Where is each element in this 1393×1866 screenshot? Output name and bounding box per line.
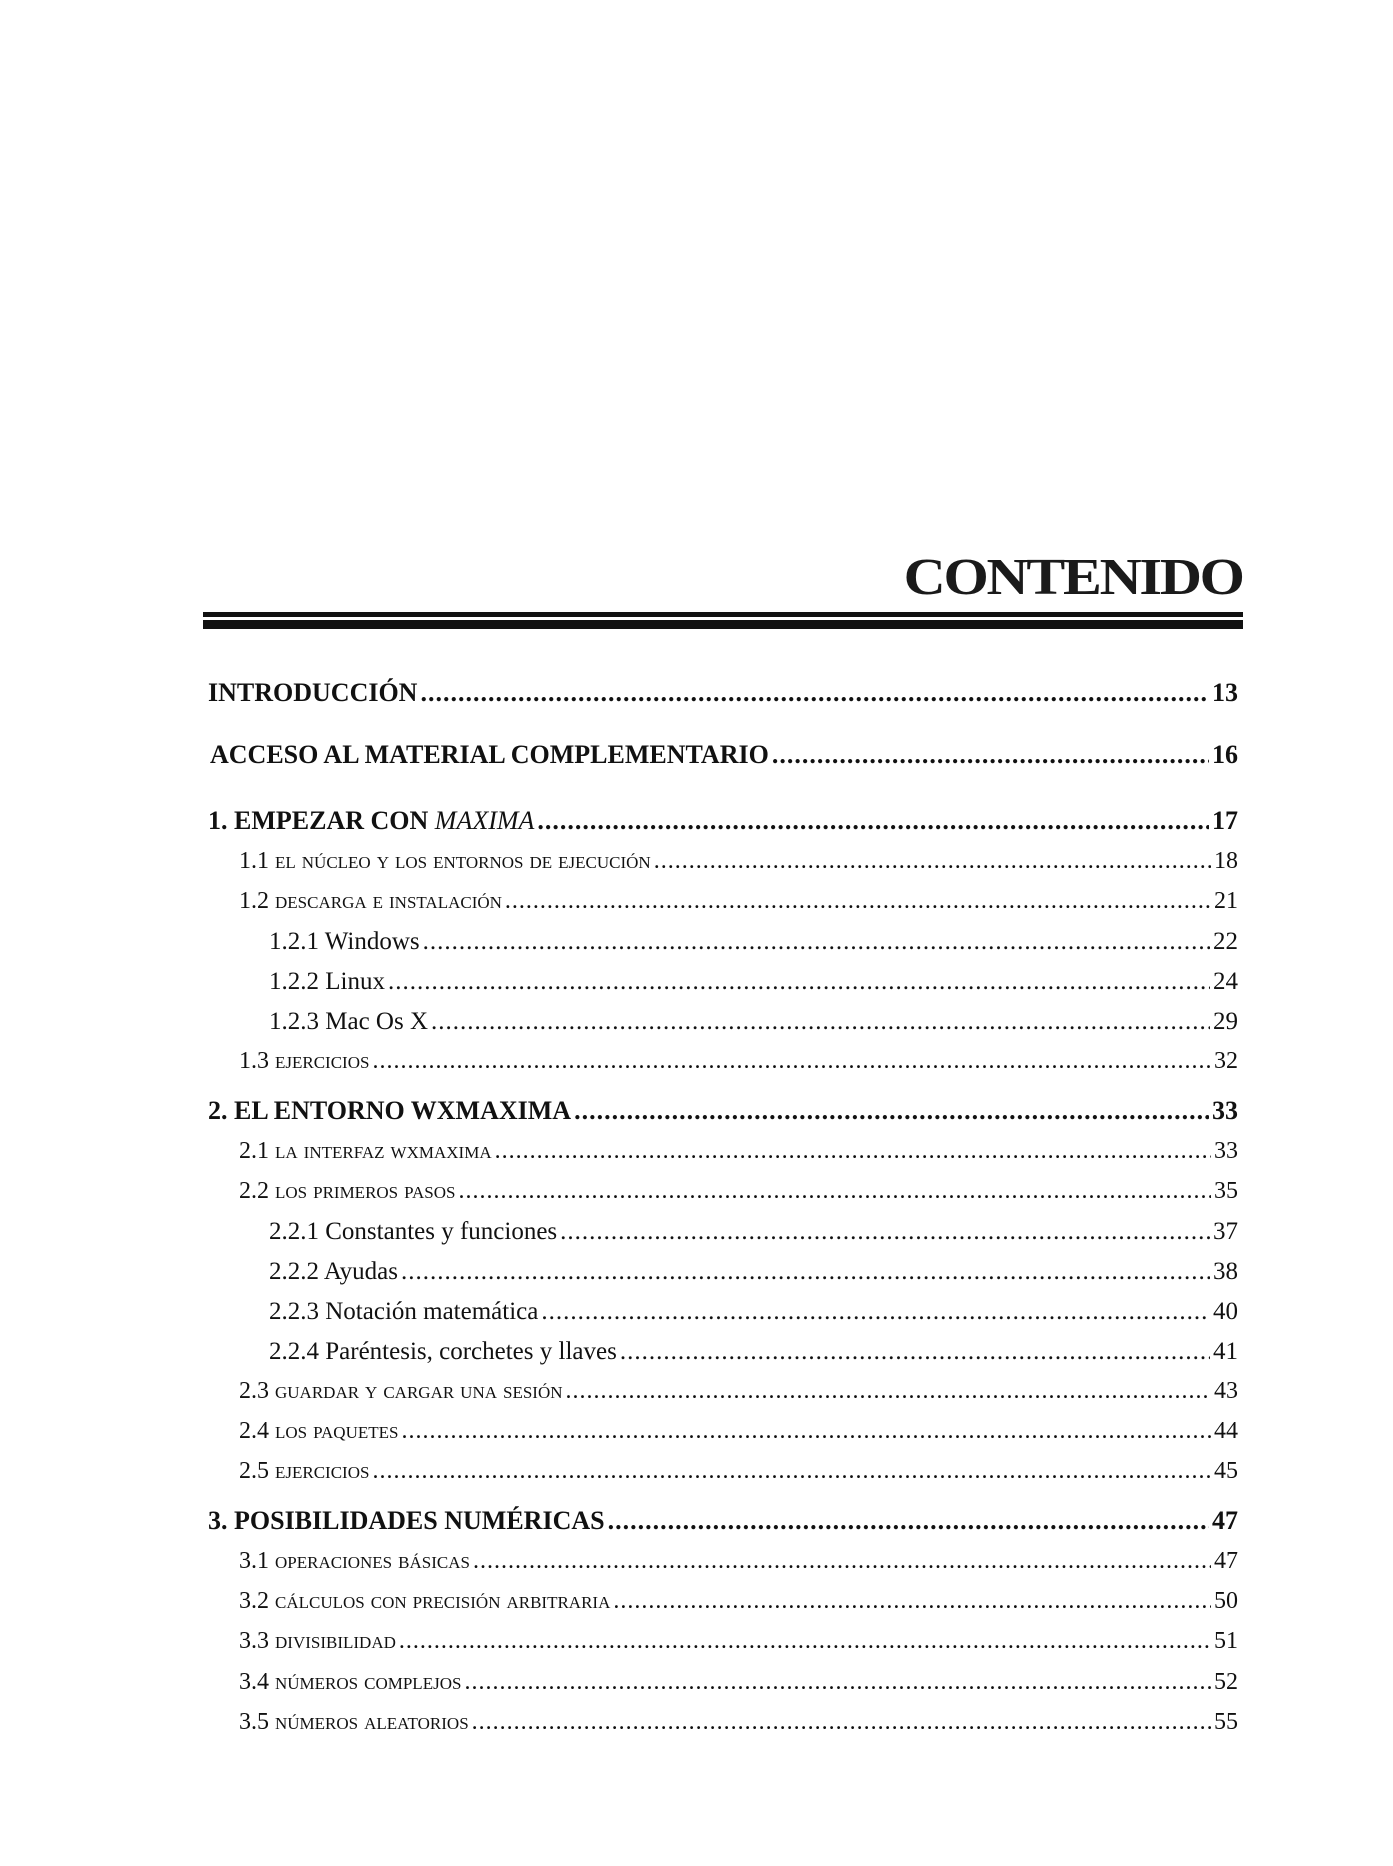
toc-entry-page: 47 bbox=[1214, 1548, 1238, 1574]
toc-entry-section-3-2[interactable] bbox=[239, 1589, 1238, 1613]
toc-entry-page: 50 bbox=[1214, 1588, 1238, 1614]
page-title: CONTENIDO bbox=[903, 549, 1243, 606]
dot-leader bbox=[473, 1549, 1211, 1573]
toc-entry-page: 38 bbox=[1213, 1258, 1238, 1285]
dot-leader bbox=[608, 1508, 1209, 1534]
section-title: los primeros pasos bbox=[275, 1178, 456, 1204]
toc-entry-label: 3. POSIBILIDADES NUMÉRICAS bbox=[208, 1506, 605, 1535]
section-title: guardar y cargar una sesión bbox=[275, 1378, 563, 1404]
dot-leader bbox=[431, 1009, 1210, 1034]
toc-entry-page: 17 bbox=[1212, 806, 1238, 835]
dot-leader bbox=[613, 1589, 1211, 1613]
dot-leader bbox=[372, 1459, 1211, 1483]
title-rule-thin bbox=[203, 612, 1243, 617]
toc-entry-page: 13 bbox=[1212, 678, 1238, 707]
toc-entry-label bbox=[239, 1049, 369, 1073]
toc-entry-label: INTRODUCCIÓN bbox=[208, 678, 418, 707]
chapter-number-title: 1. EMPEZAR CON bbox=[208, 806, 435, 835]
toc-entry-label bbox=[239, 1710, 469, 1734]
toc-entry-section-3-3[interactable] bbox=[239, 1629, 1238, 1653]
section-number: 3.2 bbox=[239, 1588, 275, 1614]
dot-leader bbox=[566, 1379, 1211, 1403]
toc-entry-page: 37 bbox=[1213, 1218, 1238, 1245]
toc-entry-label bbox=[239, 1589, 610, 1613]
toc-entry-page: 44 bbox=[1214, 1418, 1238, 1444]
section-number: 2.3 bbox=[239, 1378, 275, 1404]
dot-leader bbox=[472, 1710, 1211, 1734]
toc-entry-subsection-2-2-4[interactable] bbox=[269, 1339, 1238, 1364]
toc-entry-page: 21 bbox=[1214, 888, 1238, 914]
dot-leader bbox=[654, 849, 1211, 873]
dot-leader bbox=[401, 1419, 1211, 1443]
toc-entry-label bbox=[208, 808, 534, 834]
toc-entry-label bbox=[239, 1549, 470, 1573]
toc-entry-subsection-2-2-2[interactable] bbox=[269, 1259, 1238, 1284]
toc-entry-chapter-1[interactable] bbox=[208, 808, 1238, 834]
toc-entry-label bbox=[239, 1379, 563, 1403]
section-title: números aleatorios bbox=[275, 1709, 469, 1735]
section-number: 3.1 bbox=[239, 1548, 275, 1574]
toc-entry-section-2-4[interactable] bbox=[239, 1419, 1238, 1443]
toc-entry-label: ACCESO AL MATERIAL COMPLEMENTARIO bbox=[210, 740, 769, 769]
toc-entry-label bbox=[239, 1419, 398, 1443]
toc-entry-section-3-1[interactable] bbox=[239, 1549, 1238, 1573]
section-number: 2.1 bbox=[239, 1138, 275, 1164]
dot-leader bbox=[560, 1219, 1210, 1244]
title-rule-thick bbox=[203, 620, 1243, 629]
toc-entry-page: 51 bbox=[1214, 1628, 1238, 1654]
section-number: 2.5 bbox=[239, 1458, 275, 1484]
toc-entry-page: 32 bbox=[1214, 1048, 1238, 1074]
toc-entry-page: 47 bbox=[1212, 1506, 1238, 1535]
toc-entry-page: 45 bbox=[1214, 1458, 1238, 1484]
toc-entry-label bbox=[239, 1459, 369, 1483]
toc-entry-label bbox=[239, 889, 502, 913]
toc-entry-label: 2.2.4 Paréntesis, corchetes y llaves bbox=[269, 1338, 617, 1365]
toc-entry-section-3-4[interactable] bbox=[239, 1670, 1238, 1694]
dot-leader bbox=[541, 1299, 1210, 1324]
dot-leader bbox=[399, 1629, 1211, 1653]
toc-entry-page: 43 bbox=[1214, 1378, 1238, 1404]
toc-entry-acceso-material[interactable] bbox=[210, 742, 1238, 768]
dot-leader bbox=[423, 929, 1210, 954]
section-title: ejercicios bbox=[275, 1048, 370, 1074]
toc-entry-page: 52 bbox=[1214, 1669, 1238, 1695]
toc-entry-label bbox=[239, 1629, 396, 1653]
toc-entry-page: 22 bbox=[1213, 928, 1238, 955]
toc-entry-label bbox=[239, 1179, 456, 1203]
toc-entry-section-3-5[interactable] bbox=[239, 1710, 1238, 1734]
toc-entry-section-1-3[interactable] bbox=[239, 1049, 1238, 1073]
toc-entry-page: 40 bbox=[1213, 1298, 1238, 1325]
dot-leader bbox=[505, 889, 1211, 913]
section-title: los paquetes bbox=[275, 1418, 399, 1444]
section-title: descarga e instalación bbox=[275, 888, 502, 914]
toc-entry-subsection-2-2-1[interactable] bbox=[269, 1219, 1238, 1244]
toc-entry-subsection-1-2-1[interactable] bbox=[269, 929, 1238, 954]
section-title: cálculos con precisión arbitraria bbox=[275, 1588, 611, 1614]
toc-entry-label bbox=[239, 849, 651, 873]
toc-entry-section-2-2[interactable] bbox=[239, 1179, 1238, 1203]
toc-entry-chapter-3[interactable] bbox=[208, 1508, 1238, 1534]
toc-entry-section-1-1[interactable] bbox=[239, 849, 1238, 873]
toc-entry-subsection-1-2-2[interactable] bbox=[269, 969, 1238, 994]
dot-leader bbox=[401, 1259, 1210, 1284]
dot-leader bbox=[574, 1098, 1209, 1124]
toc-entry-label bbox=[239, 1670, 461, 1694]
dot-leader bbox=[495, 1139, 1211, 1163]
section-title: ejercicios bbox=[275, 1458, 370, 1484]
dot-leader bbox=[372, 1049, 1211, 1073]
dot-leader bbox=[420, 680, 1209, 706]
section-number: 1.1 bbox=[239, 848, 275, 874]
dot-leader bbox=[620, 1339, 1210, 1364]
toc-entry-label: 2. EL ENTORNO WXMAXIMA bbox=[208, 1096, 572, 1125]
toc-entry-section-2-1[interactable] bbox=[239, 1139, 1238, 1163]
toc-entry-page: 16 bbox=[1212, 740, 1238, 769]
section-number: 3.5 bbox=[239, 1709, 275, 1735]
toc-entry-page: 24 bbox=[1213, 968, 1238, 995]
toc-entry-section-1-2[interactable] bbox=[239, 889, 1238, 913]
section-number: 3.4 bbox=[239, 1669, 275, 1695]
dot-leader bbox=[464, 1670, 1211, 1694]
dot-leader bbox=[459, 1179, 1212, 1203]
toc-entry-label: 1.2.1 Windows bbox=[269, 928, 420, 955]
toc-entry-page: 29 bbox=[1213, 1008, 1238, 1035]
toc-entry-page: 35 bbox=[1214, 1178, 1238, 1204]
toc-entry-page: 18 bbox=[1214, 848, 1238, 874]
toc-entry-label: 2.2.3 Notación matemática bbox=[269, 1298, 539, 1325]
toc-entry-label bbox=[239, 1139, 492, 1163]
section-number: 2.4 bbox=[239, 1418, 275, 1444]
toc-entry-label: 2.2.1 Constantes y funciones bbox=[269, 1218, 558, 1245]
toc-entry-page: 33 bbox=[1214, 1138, 1238, 1164]
toc-entry-page: 55 bbox=[1214, 1709, 1238, 1735]
chapter-title-emphasis: MAXIMA bbox=[434, 806, 535, 835]
toc-entry-subsection-1-2-3[interactable] bbox=[269, 1009, 1238, 1034]
toc-entry-page: 41 bbox=[1213, 1338, 1238, 1365]
toc-entry-label: 2.2.2 Ayudas bbox=[269, 1258, 398, 1285]
dot-leader bbox=[537, 808, 1209, 834]
section-number: 1.3 bbox=[239, 1048, 275, 1074]
toc-entry-subsection-2-2-3[interactable] bbox=[269, 1299, 1238, 1324]
toc-entry-introduccion[interactable] bbox=[208, 680, 1238, 706]
toc-entry-page: 33 bbox=[1212, 1096, 1238, 1125]
toc-entry-label: 1.2.2 Linux bbox=[269, 968, 385, 995]
dot-leader bbox=[388, 969, 1210, 994]
section-number: 1.2 bbox=[239, 888, 275, 914]
section-title: divisibilidad bbox=[275, 1628, 396, 1654]
toc-entry-label: 1.2.3 Mac Os X bbox=[269, 1008, 429, 1035]
section-title: la interfaz wxmaxima bbox=[275, 1138, 492, 1164]
section-title: operaciones básicas bbox=[275, 1548, 470, 1574]
section-title: números complejos bbox=[275, 1669, 462, 1695]
toc-entry-section-2-3[interactable] bbox=[239, 1379, 1238, 1403]
toc-entry-section-2-5[interactable] bbox=[239, 1459, 1238, 1483]
section-title: el núcleo y los entornos de ejecución bbox=[275, 848, 651, 874]
toc-entry-chapter-2[interactable] bbox=[208, 1098, 1238, 1124]
dot-leader bbox=[772, 742, 1209, 768]
section-number: 2.2 bbox=[239, 1178, 275, 1204]
section-number: 3.3 bbox=[239, 1628, 275, 1654]
